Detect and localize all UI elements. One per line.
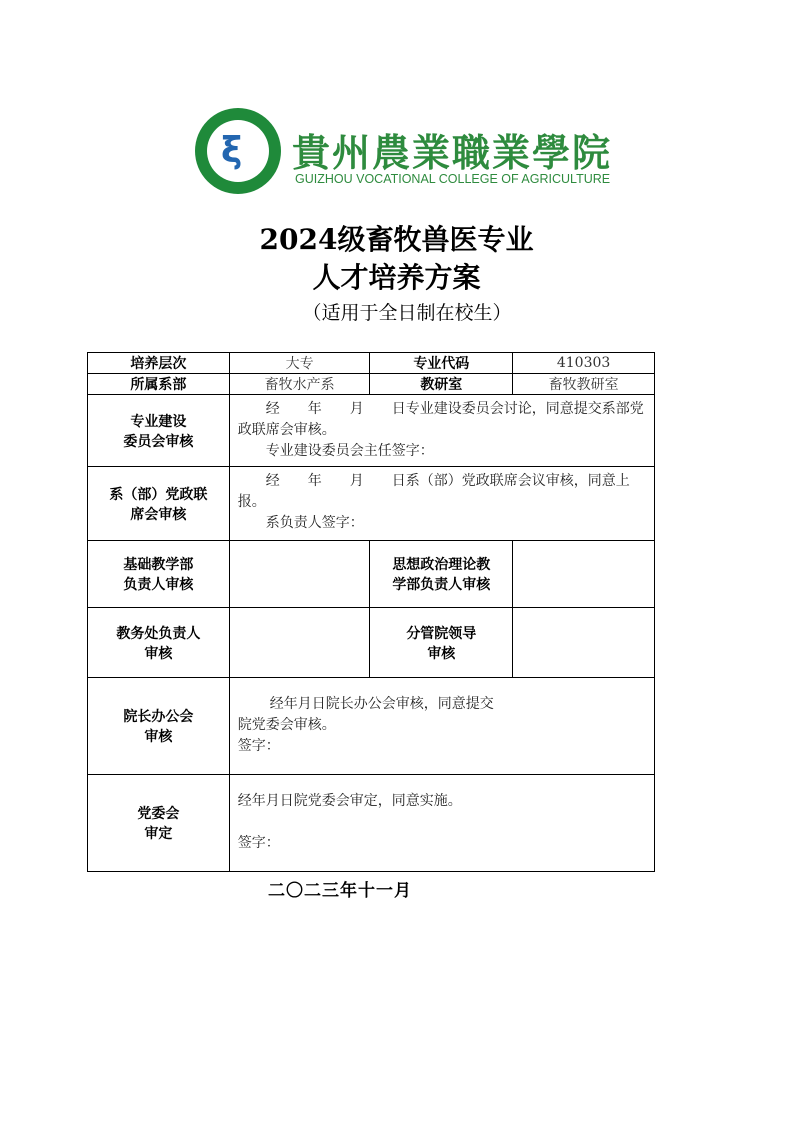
- party-review: 经 年 月 日系（部）党政联席会议审核，同意上报。 系负责人签字：: [229, 467, 654, 541]
- footer-date: 二〇二三年十一月: [268, 881, 412, 901]
- office-label: 教研室: [370, 374, 513, 395]
- basic-signature: [229, 541, 370, 608]
- code-value: 410303: [513, 353, 655, 374]
- ideology-label: 思想政治理论教 学部负责人审核: [370, 541, 513, 608]
- president-review: 经年月日院长办公会审核，同意提交 院党委会审核。 签字：: [229, 678, 654, 775]
- title-line-1: 2024级畜牧兽医专业: [259, 223, 534, 256]
- president-label: 院长办公会 审核: [88, 678, 230, 775]
- dept-value: 畜牧水产系: [229, 374, 370, 395]
- leader-label: 分管院领导 审核: [370, 608, 513, 678]
- cpc-label: 党委会 审定: [88, 775, 230, 872]
- dept-label: 所属系部: [88, 374, 230, 395]
- basic-label: 基础教学部 负责人审核: [88, 541, 230, 608]
- college-name-cn: 貴州農業職業學院: [292, 130, 613, 175]
- college-emblem: ξ: [195, 108, 281, 194]
- level-label: 培养层次: [88, 353, 230, 374]
- title-line-2: 人才培养方案: [312, 261, 481, 294]
- code-label: 专业代码: [370, 353, 513, 374]
- subtitle: （适用于全日制在校生）: [302, 302, 512, 324]
- ideology-signature: [513, 541, 655, 608]
- academic-signature: [229, 608, 370, 678]
- cpc-review: 经年月日院党委会审定，同意实施。 签字：: [229, 775, 654, 872]
- level-value: 大专: [229, 353, 370, 374]
- leader-signature: [513, 608, 655, 678]
- party-label: 系（部）党政联 席会审核: [88, 467, 230, 541]
- committee-review: 经 年 月 日专业建设委员会讨论，同意提交系部党政联席会审核。 专业建设委员会主任签字：: [229, 395, 654, 467]
- office-value: 畜牧教研室: [513, 374, 655, 395]
- college-name-en: GUIZHOU VOCATIONAL COLLEGE OF AGRICULTURE: [295, 172, 611, 186]
- committee-label: 专业建设 委员会审核: [88, 395, 230, 467]
- academic-label: 教务处负责人 审核: [88, 608, 230, 678]
- approval-table: [87, 352, 655, 872]
